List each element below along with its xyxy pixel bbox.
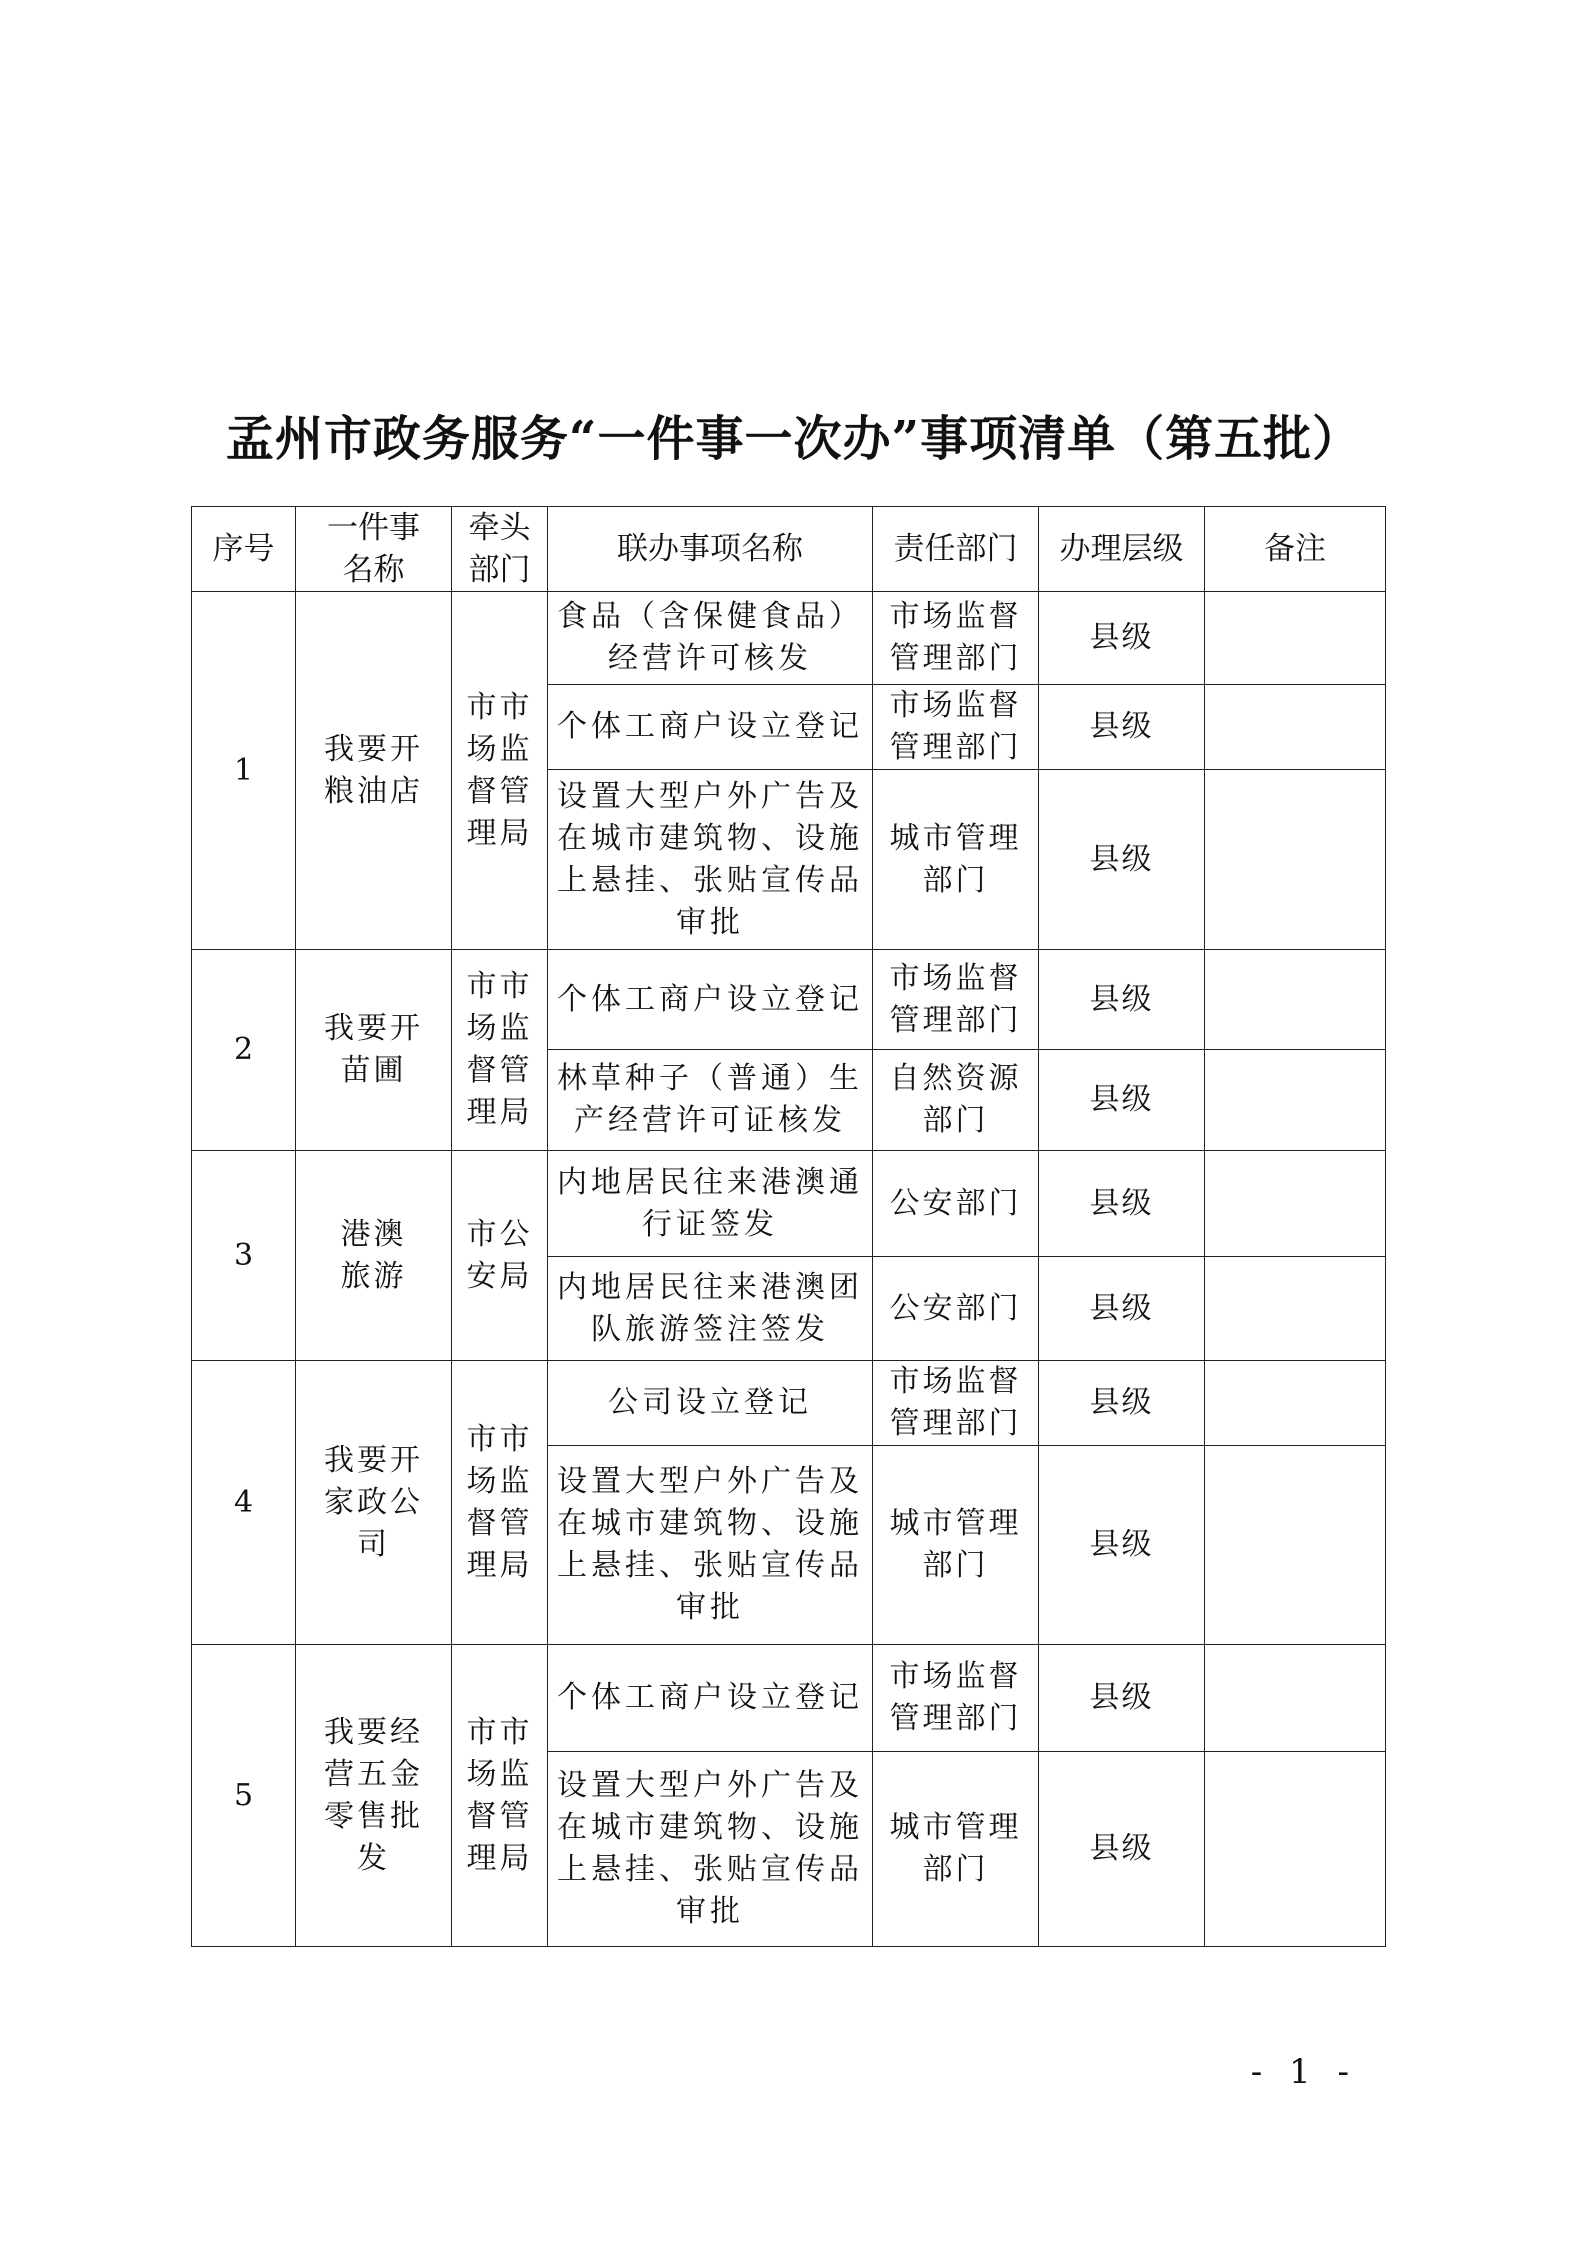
header-item: 联办事项名称 bbox=[548, 507, 873, 592]
header-level: 办理层级 bbox=[1039, 507, 1205, 592]
dept-cell: 城市管理部门 bbox=[873, 1752, 1039, 1947]
seq-cell: 4 bbox=[192, 1361, 296, 1645]
note-cell bbox=[1205, 1151, 1386, 1257]
header-lead: 牵头部门 bbox=[452, 507, 548, 592]
items-table bbox=[191, 506, 1386, 1947]
table-row bbox=[192, 1151, 1386, 1257]
matter-name-cell: 港澳旅游 bbox=[296, 1151, 452, 1361]
dept-cell: 市场监督管理部门 bbox=[873, 592, 1039, 685]
item-cell: 林草种子（普通）生产经营许可证核发 bbox=[548, 1050, 873, 1151]
item-cell: 内地居民往来港澳团队旅游签注签发 bbox=[548, 1257, 873, 1361]
header-seq: 序号 bbox=[192, 507, 296, 592]
table-row bbox=[192, 950, 1386, 1050]
matter-name-cell: 我要开苗圃 bbox=[296, 950, 452, 1151]
level-cell: 县级 bbox=[1039, 770, 1205, 950]
lead-dept-cell: 市公安局 bbox=[452, 1151, 548, 1361]
item-cell: 个体工商户设立登记 bbox=[548, 1645, 873, 1752]
note-cell bbox=[1205, 1050, 1386, 1151]
seq-cell: 2 bbox=[192, 950, 296, 1151]
note-cell bbox=[1205, 1446, 1386, 1645]
dept-cell: 市场监督管理部门 bbox=[873, 685, 1039, 770]
item-cell: 设置大型户外广告及在城市建筑物、设施上悬挂、张贴宣传品审批 bbox=[548, 1446, 873, 1645]
dept-cell: 城市管理部门 bbox=[873, 770, 1039, 950]
table-row bbox=[192, 592, 1386, 685]
level-cell: 县级 bbox=[1039, 1446, 1205, 1645]
item-cell: 个体工商户设立登记 bbox=[548, 950, 873, 1050]
seq-cell: 1 bbox=[192, 592, 296, 950]
level-cell: 县级 bbox=[1039, 1050, 1205, 1151]
item-cell: 设置大型户外广告及在城市建筑物、设施上悬挂、张贴宣传品审批 bbox=[548, 770, 873, 950]
level-cell: 县级 bbox=[1039, 685, 1205, 770]
note-cell bbox=[1205, 1257, 1386, 1361]
level-cell: 县级 bbox=[1039, 592, 1205, 685]
matter-name-cell: 我要经营五金零售批发 bbox=[296, 1645, 452, 1947]
item-cell: 内地居民往来港澳通行证签发 bbox=[548, 1151, 873, 1257]
note-cell bbox=[1205, 592, 1386, 685]
note-cell bbox=[1205, 770, 1386, 950]
note-cell bbox=[1205, 1361, 1386, 1446]
note-cell bbox=[1205, 1752, 1386, 1947]
matter-name-cell: 我要开家政公司 bbox=[296, 1361, 452, 1645]
dept-cell: 公安部门 bbox=[873, 1257, 1039, 1361]
level-cell: 县级 bbox=[1039, 1645, 1205, 1752]
seq-cell: 5 bbox=[192, 1645, 296, 1947]
page-number: - 1 - bbox=[1250, 2052, 1357, 2092]
lead-dept-cell: 市市场监督管理局 bbox=[452, 1645, 548, 1947]
dept-cell: 市场监督管理部门 bbox=[873, 950, 1039, 1050]
dept-cell: 城市管理部门 bbox=[873, 1446, 1039, 1645]
dept-cell: 市场监督管理部门 bbox=[873, 1361, 1039, 1446]
header-name: 一件事名称 bbox=[296, 507, 452, 592]
level-cell: 县级 bbox=[1039, 1361, 1205, 1446]
header-row bbox=[192, 507, 1386, 592]
header-dept: 责任部门 bbox=[873, 507, 1039, 592]
item-cell: 设置大型户外广告及在城市建筑物、设施上悬挂、张贴宣传品审批 bbox=[548, 1752, 873, 1947]
level-cell: 县级 bbox=[1039, 1151, 1205, 1257]
lead-dept-cell: 市市场监督管理局 bbox=[452, 1361, 548, 1645]
matter-name-cell: 我要开粮油店 bbox=[296, 592, 452, 950]
table-row bbox=[192, 1361, 1386, 1446]
note-cell bbox=[1205, 950, 1386, 1050]
level-cell: 县级 bbox=[1039, 950, 1205, 1050]
note-cell bbox=[1205, 685, 1386, 770]
dept-cell: 自然资源部门 bbox=[873, 1050, 1039, 1151]
document-title: 孟州市政务服务“一件事一次办”事项清单（第五批） bbox=[225, 411, 1362, 467]
item-cell: 食品（含保健食品）经营许可核发 bbox=[548, 592, 873, 685]
header-note: 备注 bbox=[1205, 507, 1386, 592]
item-cell: 个体工商户设立登记 bbox=[548, 685, 873, 770]
dept-cell: 公安部门 bbox=[873, 1151, 1039, 1257]
lead-dept-cell: 市市场监督管理局 bbox=[452, 950, 548, 1151]
table-row bbox=[192, 1645, 1386, 1752]
level-cell: 县级 bbox=[1039, 1257, 1205, 1361]
level-cell: 县级 bbox=[1039, 1752, 1205, 1947]
lead-dept-cell: 市市场监督管理局 bbox=[452, 592, 548, 950]
note-cell bbox=[1205, 1645, 1386, 1752]
seq-cell: 3 bbox=[192, 1151, 296, 1361]
item-cell: 公司设立登记 bbox=[548, 1361, 873, 1446]
dept-cell: 市场监督管理部门 bbox=[873, 1645, 1039, 1752]
